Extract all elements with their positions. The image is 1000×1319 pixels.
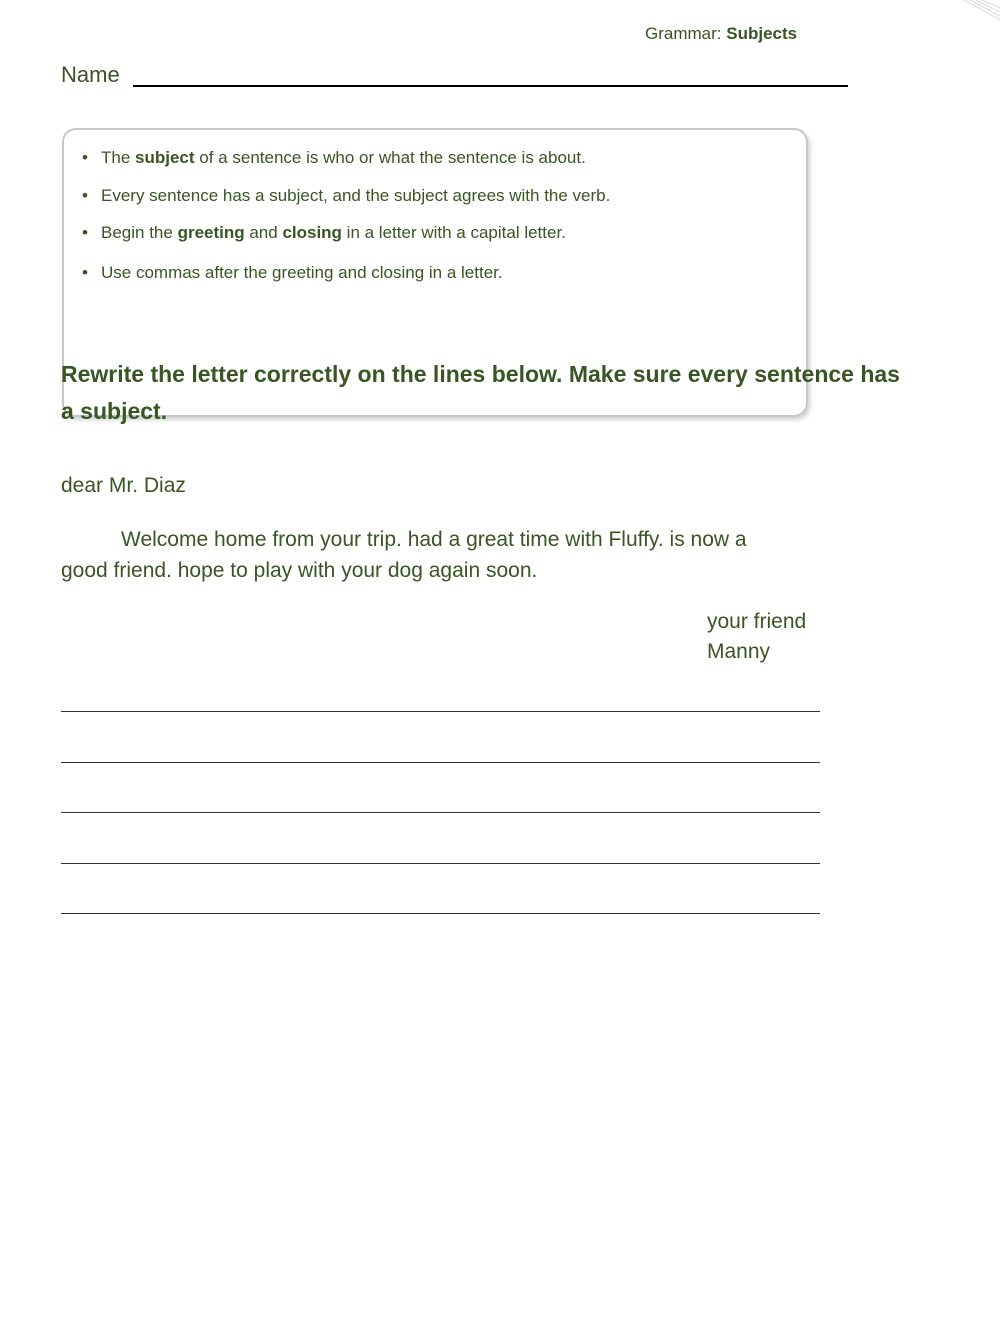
name-label: Name bbox=[61, 62, 120, 87]
answer-line[interactable] bbox=[61, 762, 820, 763]
letter-closing: your friend bbox=[707, 610, 807, 633]
letter-body bbox=[61, 524, 801, 586]
letter-closing-block bbox=[707, 607, 806, 667]
instruction-text: Rewrite the letter correctly on the lines below. Make sure every sentence has a subject. bbox=[61, 361, 900, 424]
answer-line[interactable] bbox=[61, 863, 820, 864]
header-topic: Subjects bbox=[726, 24, 798, 43]
letter-body-line: Welcome home from your trip. had a great time with Fluffy. is now a bbox=[121, 528, 747, 551]
corner-decoration bbox=[960, 0, 1000, 24]
rules-list bbox=[80, 148, 610, 283]
answer-line[interactable] bbox=[61, 711, 820, 712]
letter-greeting: dear Mr. Diaz bbox=[61, 474, 186, 497]
name-field-line[interactable] bbox=[133, 85, 848, 87]
rule-item: • The subject of a sentence is who or what the sentence is about. bbox=[80, 148, 610, 186]
letter-signature: Manny bbox=[707, 640, 771, 663]
rule-item: • Use commas after the greeting and closing in a letter. bbox=[80, 263, 610, 283]
worksheet-header bbox=[645, 24, 797, 44]
answer-line[interactable] bbox=[61, 812, 820, 813]
letter-body-line: good friend. hope to play with your dog again soon. bbox=[61, 559, 538, 582]
rule-item: • Every sentence has a subject, and the subject agrees with the verb. bbox=[80, 186, 610, 223]
answer-line[interactable] bbox=[61, 913, 820, 914]
rule-item: • Begin the greeting and closing in a letter with a capital letter. bbox=[80, 223, 610, 263]
header-prefix: Grammar: bbox=[645, 24, 722, 43]
